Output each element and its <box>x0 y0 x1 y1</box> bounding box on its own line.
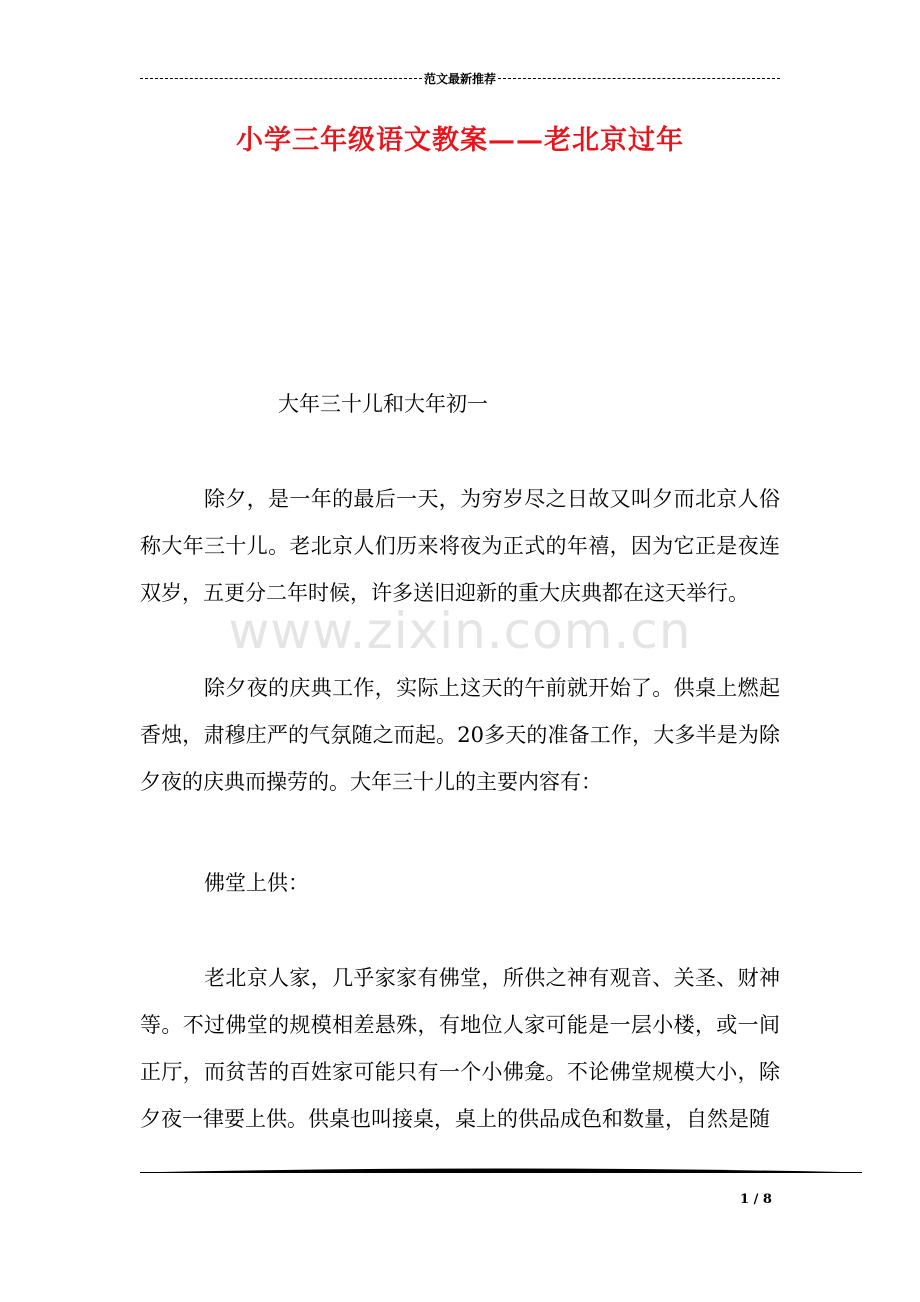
paragraph-1: 除夕，是一年的最后一天，为穷岁尽之日故又叫夕而北京人俗称大年三十儿。老北京人们历来将夜为正式的年禧，因为它正是夜连双岁，五更分二年时候，许多送旧迎新的重大庆典都在这天举行。 <box>140 487 780 605</box>
header-dash-right <box>498 78 780 79</box>
paragraph-4: 老北京人家，几乎家家有佛堂，所供之神有观音、关圣、财神等。不过佛堂的规模相差悬殊，有地位人家可能是一层小楼，或一间正厅，而贫苦的百姓家可能只有一个小佛龛。不论佛堂规模大小，除夕夜一律要上供。供桌也叫接桌，桌上的供品成色和数量，自然是随 <box>140 966 780 1131</box>
paragraph-3: 佛堂上供： <box>204 871 309 895</box>
page-header <box>140 68 780 88</box>
watermark: www.zixin.com.cn <box>228 602 692 660</box>
header-dash-left <box>140 78 422 79</box>
document-title: 小学三年级语文教案——老北京过年 <box>236 125 684 156</box>
page-number: 1 / 8 <box>740 1192 772 1207</box>
paragraph-2: 除夕夜的庆典工作，实际上这天的午前就开始了。供桌上燃起香烛，肃穆庄严的气氛随之而起。20多天的准备工作，大多半是为除夕夜的庆典而操劳的。大年三十儿的主要内容有： <box>140 676 780 794</box>
footer-rule <box>140 1166 862 1174</box>
section-heading: 大年三十儿和大年初一 <box>278 392 488 416</box>
header-label: 范文最新推荐 <box>424 71 497 86</box>
